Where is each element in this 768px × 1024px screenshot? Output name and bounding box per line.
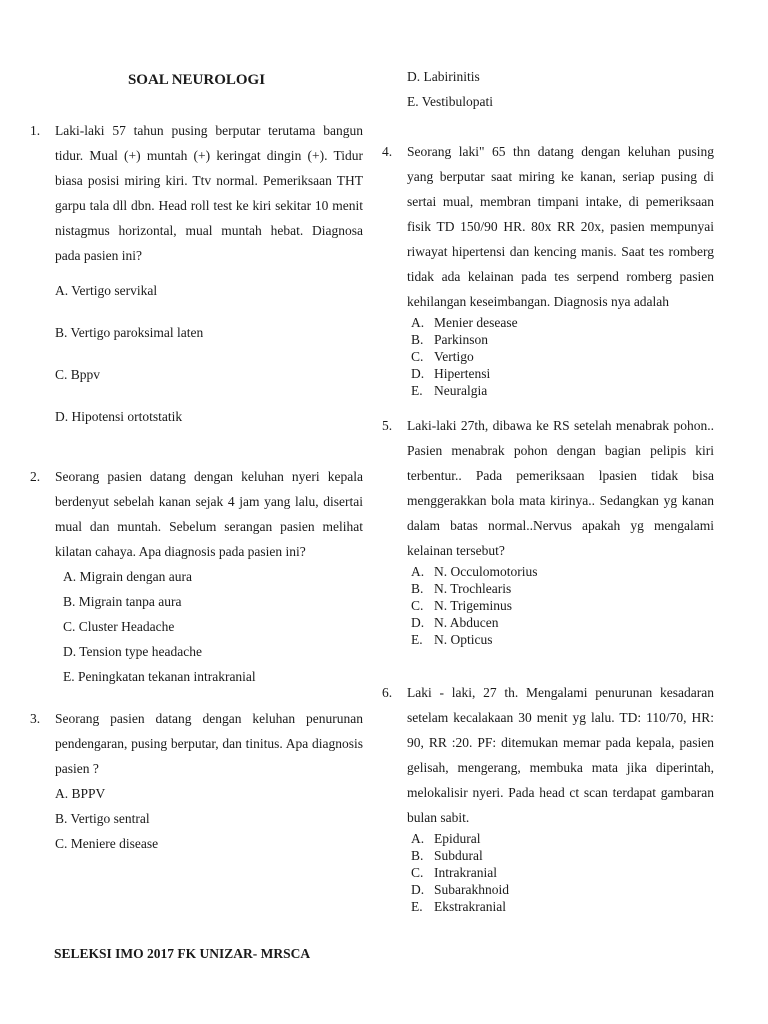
option-e: E. Vestibulopati bbox=[407, 94, 493, 109]
option-a: A. Vertigo servikal bbox=[55, 283, 158, 298]
question-number: 3. bbox=[30, 711, 41, 726]
options-list bbox=[407, 314, 714, 399]
question-4 bbox=[382, 139, 714, 399]
question-3 bbox=[30, 706, 363, 856]
option-c: C. N. Trigeminus bbox=[411, 598, 513, 613]
option-c: C. Cluster Headache bbox=[63, 619, 175, 634]
option-d: D. Labirinitis bbox=[407, 69, 480, 84]
question-text: Laki - laki, 27 th. Mengalami penurunan kesadaran setelam kecalakaan 30 menit yg lalu. TD: 110/70, HR: 90, RR :20. PF: ditemukan memar pada kepala, pasien gelisah, mengerang, membuka mata jika diperintah, melokalisir nyeri. Pada head ct scan terdapat gambaran bulan sabit. bbox=[407, 685, 714, 825]
question-1 bbox=[30, 118, 363, 438]
question-number: 1. bbox=[30, 123, 41, 138]
option-b: B. Vertigo paroksimal laten bbox=[55, 325, 204, 340]
option-d: D. Tension type headache bbox=[63, 644, 203, 659]
question-text: Seorang laki" 65 thn datang dengan keluhan pusing yang berputar saat miring ke kanan, seriap pusing di sertai mual, membran timpani intake, di pemeriksaan fisik TD 150/90 HR. 80x RR 20x, pasien mempunyai riwayat hipertensi dan kencing manis. Saat tes romberg tidak ada kelainan pada tes serpend romberg pasien kehilangan keseimbangan. Diagnosis nya adalah bbox=[407, 144, 714, 309]
question-3-options-continued bbox=[382, 64, 714, 114]
question-2 bbox=[30, 464, 363, 689]
option-a: A. BPPV bbox=[55, 786, 106, 801]
option-a: A. Epidural bbox=[411, 831, 481, 846]
question-text: Laki-laki 27th, dibawa ke RS setelah menabrak pohon.. Pasien menabrak pohon dengan bagian pelipis kiri terbentur.. Pada pemeriksaan lpasien tidak bisa menggerakkan bola mata kirinya.. Sedangkan yg kanan dalam batas normal..Nervus apakah yg mengalami kelainan tersebut? bbox=[407, 418, 714, 558]
question-text: Seorang pasien datang dengan keluhan nyeri kepala berdenyut sebelah kanan sejak 4 jam yang lalu, disertai mual dan muntah. Sebelum serangan pasien melihat kilatan cahaya. Apa diagnosis pada pasien ini? bbox=[55, 469, 363, 559]
options-list bbox=[55, 270, 363, 438]
options-list bbox=[55, 781, 363, 856]
option-d: D. Hipotensi ortotstatik bbox=[55, 409, 183, 424]
option-a: A. Migrain dengan aura bbox=[63, 569, 192, 584]
option-c: C. Intrakranial bbox=[411, 865, 497, 880]
option-c: C. Vertigo bbox=[411, 349, 474, 364]
question-text: Seorang pasien datang dengan keluhan penurunan pendengaran, pusing berputar, dan tinitus. Apa diagnosis pasien ? bbox=[55, 711, 363, 776]
question-number: 4. bbox=[382, 144, 393, 159]
option-b: B. Parkinson bbox=[411, 332, 488, 347]
question-number: 6. bbox=[382, 685, 393, 700]
question-number: 5. bbox=[382, 418, 393, 433]
option-d: D. Subarakhnoid bbox=[411, 882, 509, 897]
option-c: C. Bppv bbox=[55, 367, 101, 382]
options-list bbox=[407, 830, 714, 915]
right-column bbox=[382, 66, 714, 915]
options-list bbox=[407, 563, 714, 648]
document-title: SOAL NEUROLOGI bbox=[127, 72, 266, 88]
question-6 bbox=[382, 680, 714, 915]
option-b: B. Vertigo sentral bbox=[55, 811, 150, 826]
option-d: D. N. Abducen bbox=[411, 615, 499, 630]
left-column bbox=[30, 66, 363, 856]
option-b: B. N. Trochlearis bbox=[411, 581, 512, 596]
option-e: E. Neuralgia bbox=[411, 383, 488, 398]
option-a: A. Menier desease bbox=[411, 315, 518, 330]
question-5 bbox=[382, 413, 714, 648]
question-text: Laki-laki 57 tahun pusing berputar terutama bangun tidur. Mual (+) muntah (+) keringat dingin (+). Tidur biasa posisi miring kiri. Ttv normal. Pemeriksaan THT garpu tala dll dbn. Head roll test ke kiri sekitar 10 menit nistagmus horizontal, mual muntah hebat. Diagnosa pada pasien ini? bbox=[55, 123, 363, 263]
option-a: A. N. Occulomotorius bbox=[411, 564, 538, 579]
option-b: B. Subdural bbox=[411, 848, 483, 863]
option-e: E. Peningkatan tekanan intrakranial bbox=[63, 669, 256, 684]
option-e: E. Ekstrakranial bbox=[411, 899, 506, 914]
options-list bbox=[55, 564, 363, 689]
option-d: D. Hipertensi bbox=[411, 366, 491, 381]
option-e: E. N. Opticus bbox=[411, 632, 493, 647]
option-c: C. Meniere disease bbox=[55, 836, 159, 851]
question-number: 2. bbox=[30, 469, 41, 484]
option-b: B. Migrain tanpa aura bbox=[63, 594, 182, 609]
document-footer: SELEKSI IMO 2017 FK UNIZAR- MRSCA bbox=[54, 946, 311, 961]
